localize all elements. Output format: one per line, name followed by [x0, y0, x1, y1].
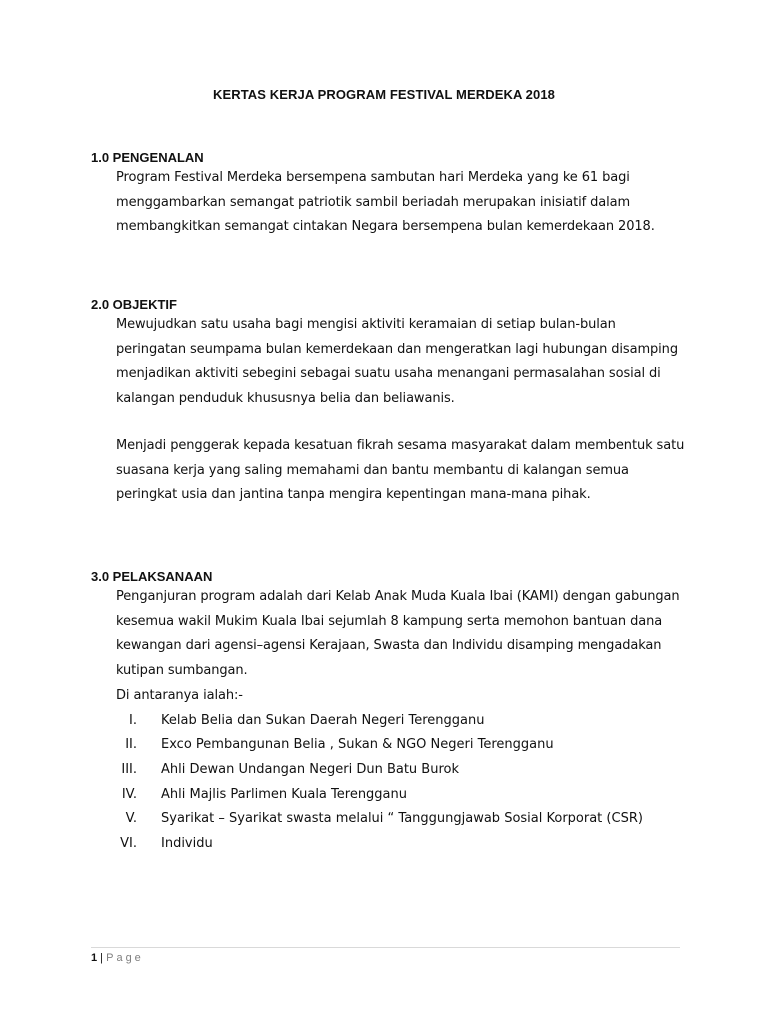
page-footer	[91, 947, 680, 964]
list-item-number: II.	[125, 737, 137, 753]
list-item	[91, 758, 691, 783]
list-item	[91, 709, 691, 734]
list-item-number: V.	[125, 811, 137, 827]
list-item-text: Ahli Dewan Undangan Negeri Dun Batu Burok	[161, 761, 460, 777]
list-item-text: Individu	[161, 836, 213, 852]
list-item	[91, 733, 691, 758]
footer-separator: |	[97, 952, 107, 964]
list-item-text: Kelab Belia dan Sukan Daerah Negeri Terengganu	[161, 712, 485, 728]
list-item-number: VI.	[120, 836, 137, 852]
list-item	[91, 832, 691, 857]
list-item-text: Syarikat – Syarikat swasta melalui “ Tanggungjawab Sosial Korporat (CSR)	[161, 811, 643, 827]
list-item	[91, 807, 691, 832]
section-pelaksanaan	[91, 569, 691, 857]
list-item	[91, 783, 691, 808]
section-paragraph: Program Festival Merdeka bersempena sambutan hari Merdeka yang ke 61 bagi menggambarkan semangat patriotik sambil beriadah merupakan inisiatif dalam membangkitkan semangat cintakan Negara bersempena bulan kemerdekaan 2018.	[116, 170, 655, 235]
list-item-text: Ahli Majlis Parlimen Kuala Terengganu	[161, 786, 408, 802]
page-label: Page	[106, 952, 144, 964]
section-objektif	[91, 297, 691, 508]
page-number: 1	[91, 952, 98, 964]
list-item-number: I.	[129, 712, 137, 728]
list-intro: Di antaranya ialah:-	[116, 687, 243, 703]
section-heading: 2.0 OBJEKTIF	[91, 297, 177, 312]
section-pengenalan	[91, 150, 691, 240]
list-item-number: IV.	[121, 786, 137, 802]
list-item-text: Exco Pembangunan Belia , Sukan & NGO Negeri Terengganu	[161, 737, 554, 753]
section-paragraph: Mewujudkan satu usaha bagi mengisi aktiviti keramaian di setiap bulan-bulan peringatan seumpama bulan kemerdekaan dan mengeratkan lagi hubungan disamping menjadikan aktiviti sebegini sebagai suatu usaha menangani permasalahan sosial di kalangan penduduk khususnya belia dan beliawanis.	[116, 317, 678, 407]
section-heading: 3.0 PELAKSANAAN	[91, 569, 213, 584]
document-title: KERTAS KERJA PROGRAM FESTIVAL MERDEKA 2018	[212, 87, 555, 102]
sponsor-list	[91, 709, 691, 857]
list-item-number: III.	[121, 761, 137, 777]
section-paragraph: Menjadi penggerak kepada kesatuan fikrah sesama masyarakat dalam membentuk satu suasana kerja yang saling memahami dan bantu membantu di kalangan semua peringkat usia dan jantina tanpa mengira kepentingan mana-mana pihak.	[116, 437, 685, 503]
section-heading: 1.0 PENGENALAN	[91, 150, 204, 165]
section-paragraph: Penganjuran program adalah dari Kelab Anak Muda Kuala Ibai (KAMI) dengan gabungan kesemua wakil Mukim Kuala Ibai sejumlah 8 kampung serta memohon bantuan dana kewangan dari agensi–agensi Kerajaan, Swasta dan Individu disamping mengadakan kutipan sumbangan.	[116, 589, 680, 679]
